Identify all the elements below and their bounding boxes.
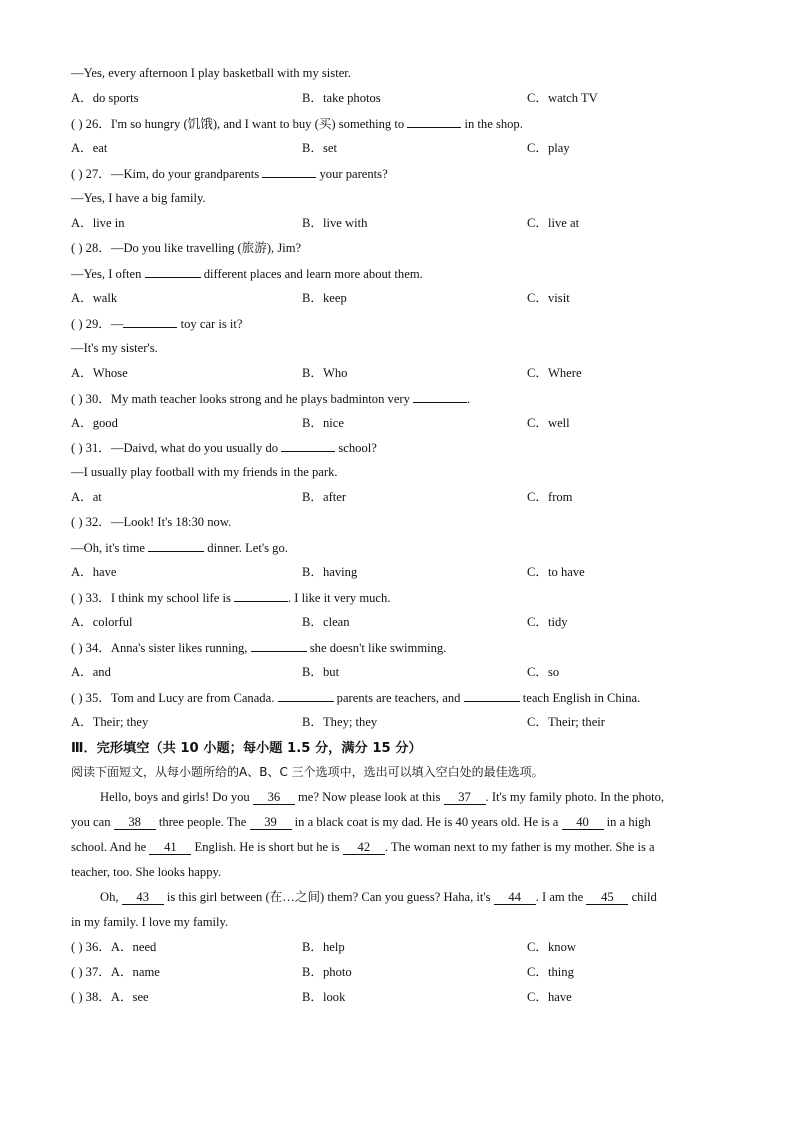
passage-line: in my family. I love my family. xyxy=(71,915,229,929)
option-c: C．live at xyxy=(527,216,580,230)
question-29 xyxy=(71,315,243,332)
answer-blank xyxy=(234,589,288,602)
question-text: ( ) 27．—Kim, do your grandparents xyxy=(71,167,263,181)
option-a: A．have xyxy=(71,565,117,579)
option-a: A．do sports xyxy=(71,91,139,105)
option-c: C．have xyxy=(527,990,572,1004)
question-text: parents are teachers, and xyxy=(333,691,464,705)
option-c: C．so xyxy=(527,665,560,679)
question-text: school? xyxy=(335,441,377,455)
cloze-question-38: ( ) 38．A．see xyxy=(71,990,149,1004)
option-c: C．visit xyxy=(527,291,570,305)
option-a: A．live in xyxy=(71,216,125,230)
option-c: C．Where xyxy=(527,366,582,380)
question-text: ( ) 35．Tom and Lucy are from Canada. xyxy=(71,691,278,705)
passage-line: teacher, too. She looks happy. xyxy=(71,865,222,879)
question-text: she doesn't like swimming. xyxy=(306,641,447,655)
option-a: A．good xyxy=(71,416,118,430)
question-34 xyxy=(71,639,446,656)
reply-text: —Yes, I often xyxy=(71,267,145,281)
question-text: teach English in China. xyxy=(519,691,641,705)
question-text: in the shop. xyxy=(461,117,523,131)
passage-line xyxy=(100,889,657,905)
question-text: ( ) 33．I think my school life is xyxy=(71,591,234,605)
question-30 xyxy=(71,390,470,407)
passage-text: child xyxy=(628,890,657,904)
passage-text: . The woman next to my father is my mother. She is a xyxy=(384,840,655,854)
answer-blank xyxy=(413,390,467,403)
option-b: B．after xyxy=(302,490,347,504)
passage-text: you can xyxy=(71,815,114,829)
blank-number: 43 xyxy=(122,890,164,905)
option-c: C．Their; their xyxy=(527,715,605,729)
dialogue-reply: —It's my sister's. xyxy=(71,341,158,355)
option-b: B．nice xyxy=(302,416,344,430)
option-a: A．at xyxy=(71,490,102,504)
passage-text: three people. The xyxy=(155,815,250,829)
passage-line xyxy=(100,789,664,805)
passage-text: in a high xyxy=(603,815,651,829)
question-text: toy car is it? xyxy=(177,317,243,331)
cloze-question-37: ( ) 37．A．name xyxy=(71,965,160,979)
passage-text: school. And he xyxy=(71,840,150,854)
blank-number: 41 xyxy=(149,840,191,855)
question-28: ( ) 28．—Do you like travelling (旅游), Jim? xyxy=(71,241,302,255)
passage-text: English. He is short but he is xyxy=(191,840,343,854)
question-text: . I like it very much. xyxy=(288,591,391,605)
question-26 xyxy=(71,115,523,132)
option-a: A．colorful xyxy=(71,615,133,629)
reply-text: —Yes, every afternoon I play basketball with my sister. xyxy=(71,66,351,80)
option-b: B．Who xyxy=(302,366,348,380)
blank-number: 38 xyxy=(114,815,156,830)
option-b: B．take photos xyxy=(302,91,381,105)
option-b: B．but xyxy=(302,665,340,679)
dialogue-reply: —I usually play football with my friends in the park. xyxy=(71,465,338,479)
question-text: ( ) 34．Anna's sister likes running, xyxy=(71,641,251,655)
section-heading: Ⅲ．完形填空（共 10 小题；每小题 1.5 分，满分 15 分） xyxy=(71,741,422,756)
blank-number: 39 xyxy=(250,815,292,830)
blank-number: 40 xyxy=(562,815,604,830)
option-b: B．clean xyxy=(302,615,350,629)
dialogue-reply xyxy=(71,539,288,556)
answer-blank xyxy=(148,539,204,552)
reply-text: different places and learn more about them. xyxy=(200,267,423,281)
section-instruction: 阅读下面短文，从每小题所给的A、B、C 三个选项中，选出可以填入空白处的最佳选项。 xyxy=(71,765,544,779)
question-35 xyxy=(71,689,640,706)
passage-text: . I am the xyxy=(535,890,587,904)
blank-number: 42 xyxy=(343,840,385,855)
option-b: B．set xyxy=(302,141,337,155)
option-b: B．live with xyxy=(302,216,368,230)
question-33 xyxy=(71,589,390,606)
blank-number: 45 xyxy=(586,890,628,905)
question-31 xyxy=(71,439,377,456)
passage-text: is this girl between (在…之间) them? Can you guess? Haha, it's xyxy=(163,890,494,904)
question-27 xyxy=(71,165,388,182)
blank-number: 37 xyxy=(444,790,486,805)
reply-text: dinner. Let's go. xyxy=(204,541,288,555)
question-32: ( ) 32．—Look! It's 18:30 now. xyxy=(71,515,232,529)
dialogue-reply xyxy=(71,265,423,282)
answer-blank xyxy=(262,165,316,178)
dialogue-reply xyxy=(71,65,351,81)
question-text: ( ) 30．My math teacher looks strong and he plays badminton very xyxy=(71,392,414,406)
option-a: A．Their; they xyxy=(71,715,149,729)
option-b: B．They; they xyxy=(302,715,378,729)
passage-text: Hello, boys and girls! Do you xyxy=(100,790,253,804)
option-b: B．keep xyxy=(302,291,347,305)
reply-text: —Oh, it's time xyxy=(71,541,149,555)
option-b: B．having xyxy=(302,565,358,579)
blank-number: 44 xyxy=(494,890,536,905)
option-b: B．look xyxy=(302,990,346,1004)
answer-blank xyxy=(464,689,520,702)
question-text: ( ) 31．—Daivd, what do you usually do xyxy=(71,441,282,455)
dialogue-reply: —Yes, I have a big family. xyxy=(71,191,206,205)
answer-blank xyxy=(281,439,335,452)
option-c: C．tidy xyxy=(527,615,568,629)
option-b: B．photo xyxy=(302,965,352,979)
option-c: C．thing xyxy=(527,965,574,979)
passage-text: in a black coat is my dad. He is 40 years old. He is a xyxy=(291,815,562,829)
passage-line xyxy=(71,814,651,830)
passage-text: Oh, xyxy=(100,890,122,904)
option-a: A．and xyxy=(71,665,111,679)
passage-line xyxy=(71,839,655,855)
answer-blank xyxy=(407,115,461,128)
question-text: ( ) 26．I'm so hungry (饥饿), and I want to buy (买) something to xyxy=(71,117,408,131)
answer-blank xyxy=(278,689,334,702)
passage-text: . It's my family photo. In the photo, xyxy=(485,790,665,804)
option-c: C．to have xyxy=(527,565,585,579)
option-b: B．help xyxy=(302,940,345,954)
answer-blank xyxy=(123,315,177,328)
cloze-question-36: ( ) 36．A．need xyxy=(71,940,157,954)
option-c: C．play xyxy=(527,141,570,155)
passage-text: me? Now please look at this xyxy=(294,790,444,804)
question-text: ( ) 29．— xyxy=(71,317,124,331)
question-text: . xyxy=(467,392,471,406)
option-c: C．watch TV xyxy=(527,91,598,105)
answer-blank xyxy=(145,265,201,278)
option-c: C．know xyxy=(527,940,576,954)
blank-number: 36 xyxy=(253,790,295,805)
option-a: A．Whose xyxy=(71,366,128,380)
option-c: C．well xyxy=(527,416,570,430)
option-a: A．eat xyxy=(71,141,108,155)
option-a: A．walk xyxy=(71,291,118,305)
option-c: C．from xyxy=(527,490,573,504)
answer-blank xyxy=(251,639,307,652)
question-text: your parents? xyxy=(316,167,388,181)
